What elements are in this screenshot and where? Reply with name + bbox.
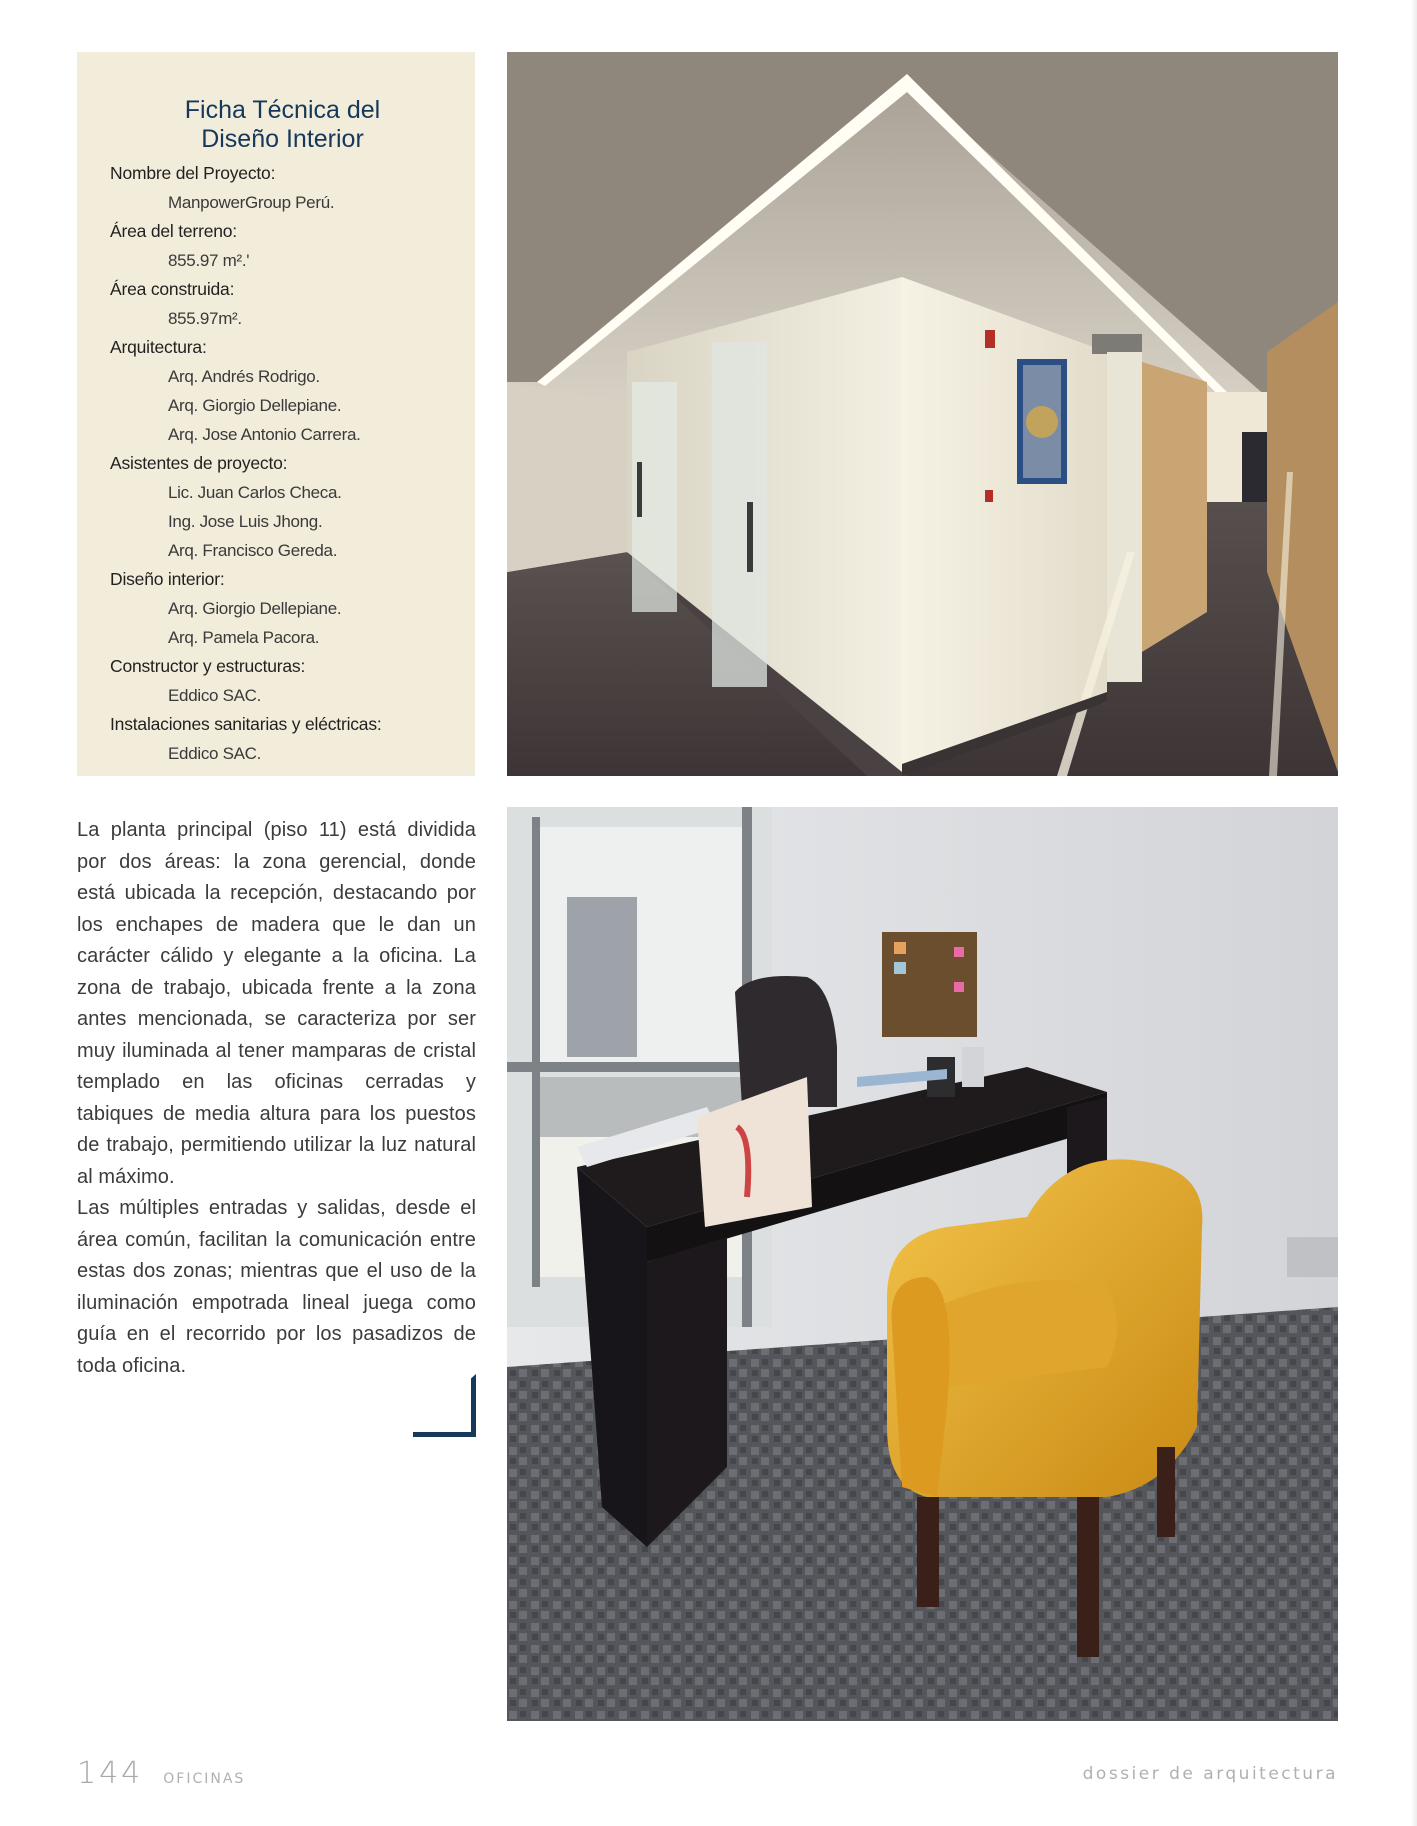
article-paragraph-2: Las múltiples entradas y salidas, desde el área común, facilitan la comunicación entre estas dos zonas; mientras que el uso de la iluminación empotrada lineal juega como guía en el recorrido por los pasadizos de toda oficina. <box>77 1197 476 1377</box>
corridor-photo <box>507 52 1338 776</box>
publication-name: dossier de arquitectura <box>1082 1764 1338 1784</box>
article-paragraph-1: La planta principal (piso 11) está dividida por dos áreas: la zona gerencial, donde está ubicada la recepción, destacando por los enchapes de madera que le dan un carácter cálido y elegante a la oficina. La zona de trabajo, ubicada frente a la zona antes mencionada, se caracteriza por ser muy iluminada al tener mamparas de cristal templado en las oficinas cerradas y tabiques de media altura para los puestos de trabajo, permitiendo utilizar la luz natural al máximo. <box>77 819 476 1188</box>
title-line-1: Ficha Técnica del <box>184 96 381 124</box>
ficha-value: 855.97 m².' <box>168 251 250 270</box>
ficha-value: Lic. Juan Carlos Checa. <box>168 483 342 502</box>
article-body <box>77 815 476 1382</box>
technical-sheet-box <box>77 52 475 776</box>
ficha-value: 855.97m². <box>168 309 242 328</box>
corner-bracket-mark <box>413 1374 476 1437</box>
ficha-label: Área construida: <box>110 279 235 299</box>
technical-sheet-list <box>110 159 455 768</box>
ficha-value: Arq. Jose Antonio Carrera. <box>168 425 361 444</box>
ficha-value: ManpowerGroup Perú. <box>168 193 335 212</box>
ficha-label: Instalaciones sanitarias y eléctricas: <box>110 714 382 734</box>
ficha-value: Ing. Jose Luis Jhong. <box>168 512 323 531</box>
ficha-label: Diseño interior: <box>110 569 225 589</box>
office-photo <box>507 807 1338 1721</box>
ficha-label: Área del terreno: <box>110 221 237 241</box>
page-number: 144 <box>77 1756 144 1791</box>
ficha-label: Constructor y estructuras: <box>110 656 306 676</box>
ficha-value: Arq. Giorgio Dellepiane. <box>168 396 342 415</box>
ficha-label: Arquitectura: <box>110 337 207 357</box>
ficha-value: Eddico SAC. <box>168 686 262 705</box>
page-edge <box>1411 0 1417 1826</box>
ficha-label: Asistentes de proyecto: <box>110 453 288 473</box>
section-name: oficinas <box>163 1764 246 1788</box>
ficha-label: Nombre del Proyecto: <box>110 163 276 183</box>
technical-sheet-title <box>110 96 455 154</box>
ficha-value: Arq. Francisco Gereda. <box>168 541 338 560</box>
ficha-value: Arq. Andrés Rodrigo. <box>168 367 320 386</box>
footer-left <box>77 1756 246 1791</box>
ficha-value: Arq. Pamela Pacora. <box>168 628 320 647</box>
title-line-2: Diseño Interior <box>201 125 364 153</box>
ficha-value: Arq. Giorgio Dellepiane. <box>168 599 342 618</box>
ficha-value: Eddico SAC. <box>168 744 262 763</box>
